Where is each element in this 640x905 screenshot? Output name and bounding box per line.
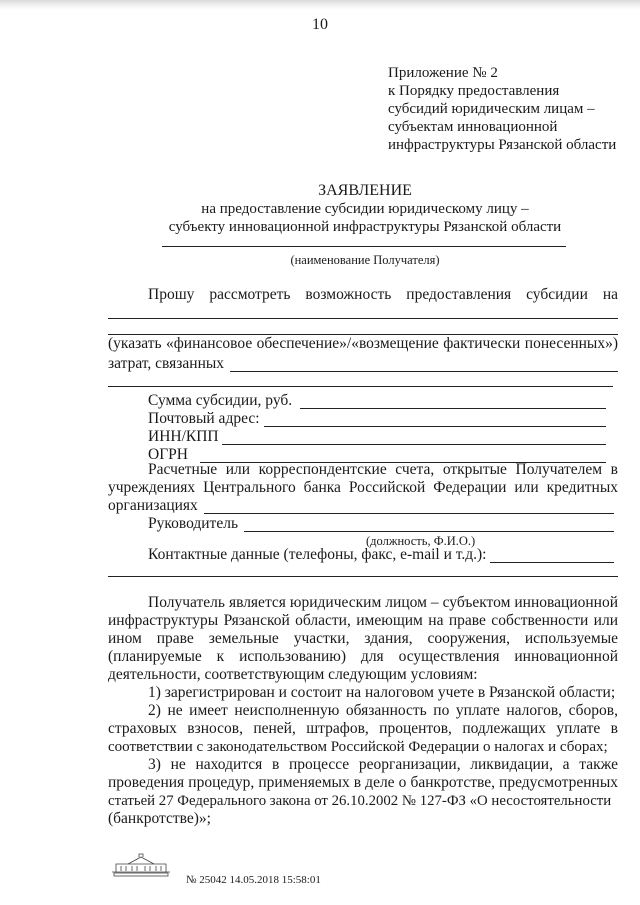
appendix-line-3: субсидий юридическим лицам –	[388, 101, 595, 117]
costs-line-1[interactable]	[230, 371, 618, 372]
purpose-line-1[interactable]	[108, 318, 618, 319]
costs-label: затрат, связанных	[108, 355, 225, 372]
document-title: ЗАЯВЛЕНИЕ	[318, 182, 412, 199]
recipient-caption: (наименование Получателя)	[290, 253, 440, 267]
condition-1: 1) зарегистрирован и состоит на налоговом учете в Рязанской области;	[148, 684, 616, 701]
inn-label: ИНН/КПП	[148, 428, 219, 445]
condition-2-l2: страховых взносов, пеней, штрафов, процентов, подлежащих уплате в	[108, 720, 618, 737]
scan-edge	[0, 0, 640, 10]
costs-line-2[interactable]	[108, 386, 613, 387]
appendix-line-2: к Порядку предоставления	[388, 83, 560, 99]
body-p1-l4: (планируемые к использованию) для осуществления инновационной	[108, 648, 618, 665]
accounts-line-3: организациях	[108, 497, 198, 514]
inn-line[interactable]	[222, 444, 606, 445]
amount-line[interactable]	[300, 408, 606, 409]
contacts-line-1[interactable]	[490, 562, 614, 563]
contacts-label: Контактные данные (телефоны, факс, e-mail и т.д.):	[148, 546, 487, 563]
appendix-line-1: Приложение № 2	[388, 65, 498, 81]
ogrn-label: ОГРН	[148, 446, 188, 463]
accounts-line[interactable]	[204, 513, 614, 514]
head-caption: (должность, Ф.И.О.)	[366, 534, 476, 548]
contacts-line-2[interactable]	[108, 576, 618, 577]
title-sub-1: на предоставление субсидии юридическому лицу –	[201, 201, 529, 217]
document-registration-stamp: № 25042 14.05.2018 15:58:01	[186, 874, 321, 886]
body-p1-l1: Получатель является юридическим лицом – субъектом инновационной	[148, 594, 618, 611]
body-p1-l5: деятельности, соответствующим следующим условиям:	[108, 666, 478, 683]
condition-2-l1: 2) не имеет неисполненную обязанность по уплате налогов, сборов,	[148, 702, 618, 719]
condition-3-l1: 3) не находится в процессе реорганизации, ликвидации, а также	[148, 756, 618, 773]
page-number: 10	[312, 16, 328, 33]
address-label: Почтовый адрес:	[148, 410, 260, 427]
recipient-name-line[interactable]	[162, 246, 566, 247]
purpose-hint: (указать «финансовое обеспечение»/«возмещение фактически понесенных»)	[108, 335, 618, 352]
head-label: Руководитель	[148, 515, 239, 532]
title-sub-2: субъекту инновационной инфраструктуры Рязанской области	[168, 219, 562, 235]
appendix-line-5: инфраструктуры Рязанской области	[388, 137, 617, 153]
condition-3-l4: (банкротстве)»;	[108, 810, 211, 827]
amount-label: Сумма субсидии, руб.	[148, 392, 293, 409]
accounts-line-1: Расчетные или корреспондентские счета, открытые Получателем в	[148, 461, 618, 478]
body-p1-l3: ином праве земельные участки, здания, сооружения, используемые	[108, 630, 618, 647]
condition-2-l3: соответствии с законодательством Российской Федерации о налогах и сборах;	[108, 739, 608, 755]
condition-3-l3: статьей 27 Федерального закона от 26.10.2002 № 127-ФЗ «О несостоятельности	[108, 793, 612, 809]
address-line[interactable]	[264, 426, 606, 427]
appendix-line-4: субъектам инновационной	[388, 119, 558, 135]
request-line: Прошу рассмотреть возможность предоставления субсидии на	[148, 286, 618, 303]
body-p1-l2: инфраструктуры Рязанской области, имеющим на праве собственности или	[108, 612, 618, 629]
condition-3-l2: проведения процедур, применяемых в деле о банкротстве, предусмотренных	[108, 774, 618, 791]
building-emblem-icon	[108, 848, 174, 878]
accounts-line-2: учреждениях Центрального банка Российской Федерации или кредитных	[108, 479, 618, 496]
